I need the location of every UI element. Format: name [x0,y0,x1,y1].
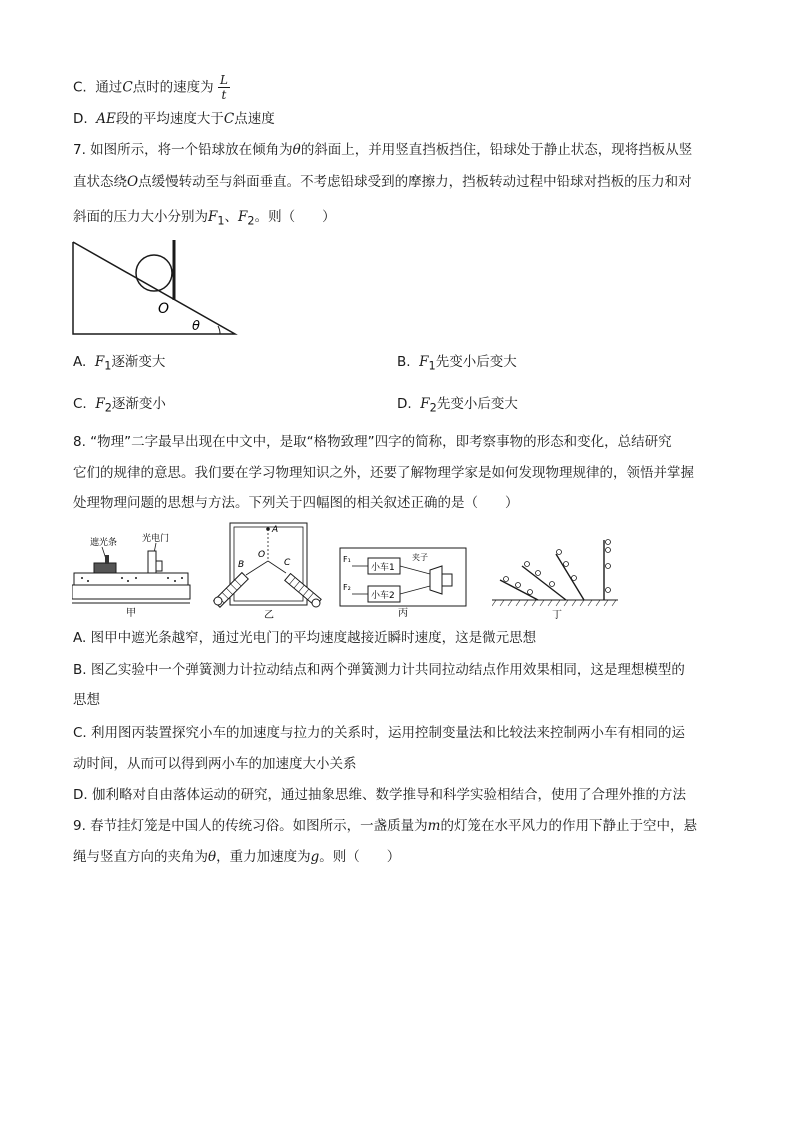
svg-text:A: A [272,525,279,535]
q8-option-a: A. 图甲中遮光条越窄，通过光电门的平均速度越接近瞬时速度，这是微元思想 [73,630,537,646]
q7-stem-line1: 7. 如图所示，将一个铅球放在倾角为θ的斜面上，并用竖直挡板挡住，铅球处于静止状态，现将挡板从竖 [73,142,693,158]
q7-incline-figure [70,238,240,340]
q8-option-d: D. 伽利略对自由落体运动的研究，通过抽象思维、数学推导和科学实验相结合，使用了合理外推的方法 [73,787,686,803]
lead-ball [136,255,172,291]
svg-text:F₂: F₂ [343,583,351,592]
q6-option-d: D. AE段的平均速度大于C点速度 [73,111,275,127]
q8-option-c-line1: C. 利用图丙装置探究小车的加速度与拉力的关系时，运用控制变量法和比较法来控制两小车有相同的运 [73,725,686,741]
q9-stem-line2: 绳与竖直方向的夹角为θ，重力加速度为g。则（ ） [73,849,401,865]
q7-option-a: A. $F_1$逐渐变大 [73,354,166,373]
fraction-l-over-t: $\frac{L}{t}$ [219,73,228,102]
q7-option-b: B. $F_1$先变小后变大 [397,354,517,373]
svg-text:光电门: 光电门 [142,534,170,544]
svg-text:乙: 乙 [264,610,274,621]
svg-text:O: O [258,550,266,560]
q6-option-c: C. 通过C点时的速度为 $\frac{L}{t}$ [73,73,228,102]
svg-text:遮光条: 遮光条 [90,538,118,548]
q7-option-c: C. $F_2$逐渐变小 [73,396,166,415]
svg-text:B: B [238,560,245,570]
q7-stem-line3: 斜面的压力大小分别为$F_1$、$F_2$。则（ ） [73,209,336,228]
svg-text:C: C [284,558,291,568]
q7-option-d: D. $F_2$先变小后变大 [397,396,518,415]
label-o: O [158,301,170,317]
label-theta: θ [192,319,200,334]
svg-text:甲: 甲 [126,608,136,619]
figure-ding [492,536,622,621]
q9-stem-line1: 9. 春节挂灯笼是中国人的传统习俗。如图所示，一盏质量为m的灯笼在水平风力的作用下静止于空中，悬 [73,818,697,834]
svg-text:F₁: F₁ [343,555,351,564]
q8-stem-line1: 8. “物理”二字最早出现在中文中，是取“格物致理”四字的简称，即考察事物的形态和变化，总结研究 [73,434,672,450]
figure-jia [72,527,192,619]
q8-stem-line3: 处理物理问题的思想与方法。下列关于四幅图的相关叙述正确的是（ ） [73,495,519,511]
q8-option-b-line2: 思想 [73,692,100,708]
q8-option-c-line2: 动时间，从而可以得到两小车的加速度大小关系 [73,756,357,772]
q8-option-b-line1: B. 图乙实验中一个弹簧测力计拉动结点和两个弹簧测力计共同拉动结点作用效果相同，这是理想模型的 [73,662,685,678]
q8-stem-line2: 它们的规律的意思。我们要在学习物理知识之外，还要了解物理学家是如何发现物理规律的，领悟并掌握 [73,465,694,481]
q7-stem-line2: 直状态绕O点缓慢转动至与斜面垂直。不考虑铅球受到的摩擦力，挡板转动过程中铅球对挡板的压力和对 [73,174,692,190]
svg-text:小车1: 小车1 [371,563,395,573]
figure-yi [210,521,325,621]
svg-text:小车2: 小车2 [371,591,395,601]
svg-text:夹子: 夹子 [412,553,428,562]
svg-text:丙: 丙 [398,608,408,618]
svg-text:丁: 丁 [552,610,562,621]
figure-bing [338,546,468,618]
